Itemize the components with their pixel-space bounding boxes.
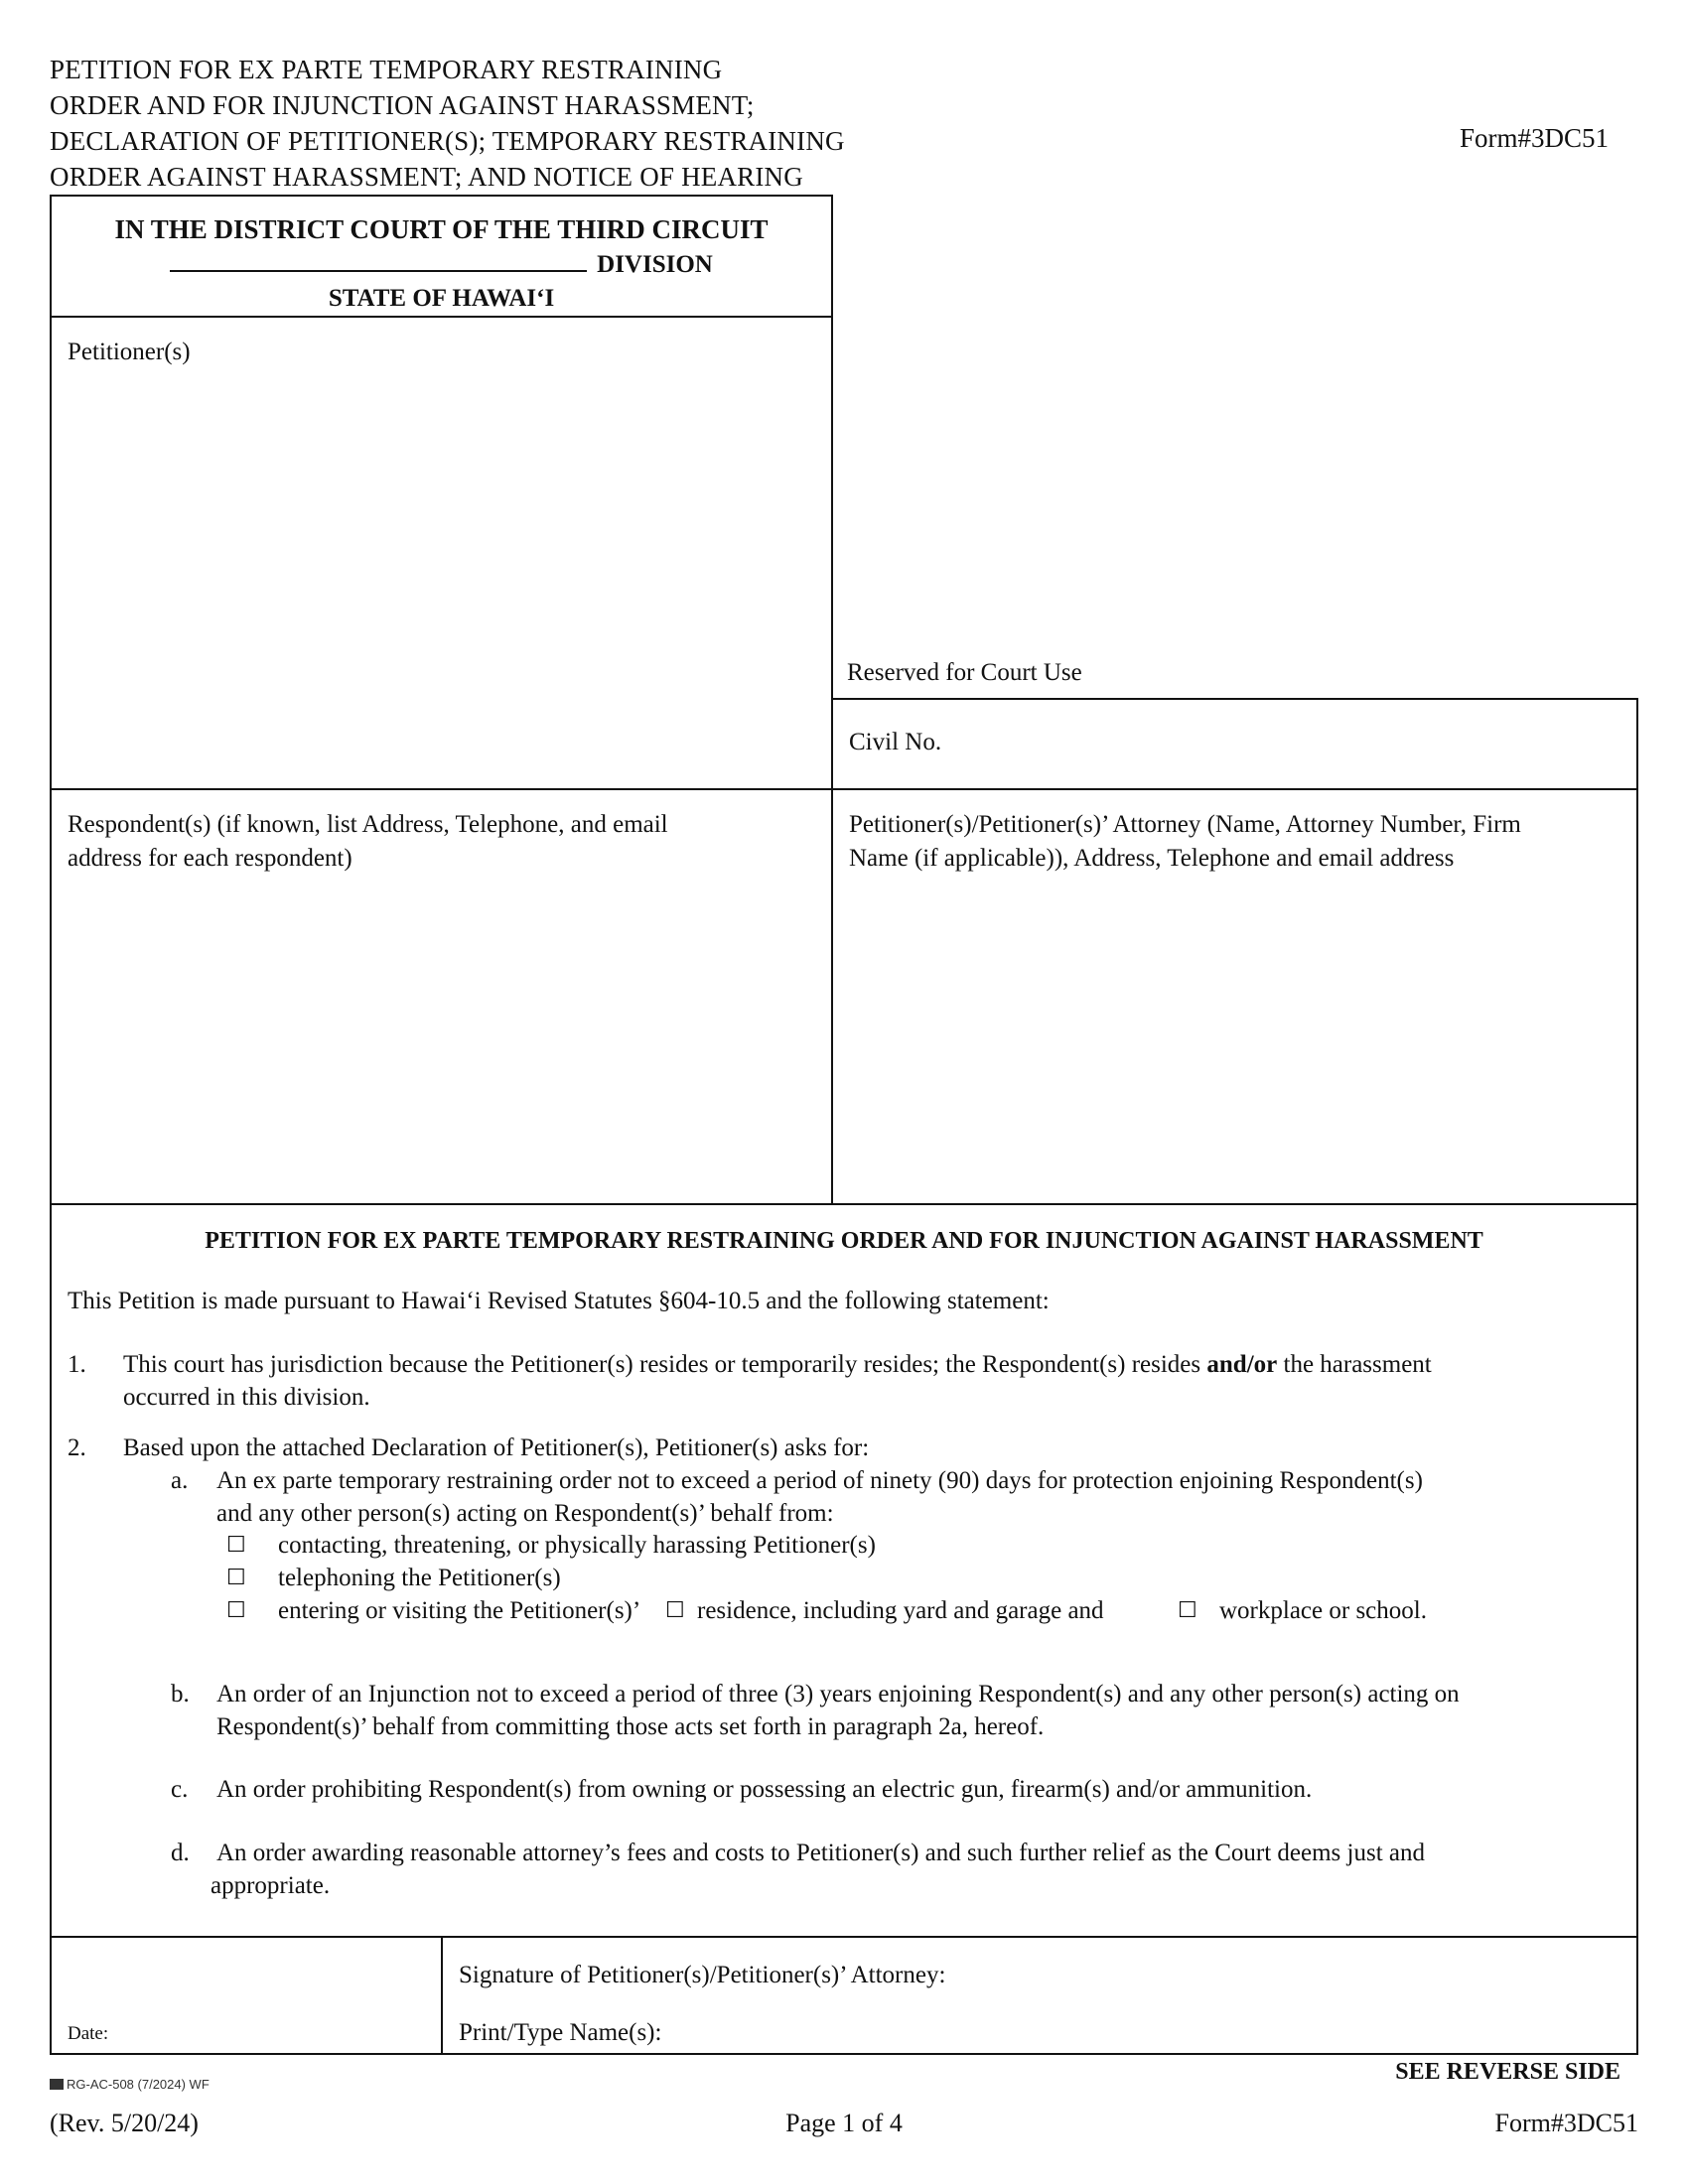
item1-bold: and/or — [1206, 1351, 1278, 1378]
respondent-box[interactable] — [50, 788, 833, 1205]
division-line — [52, 246, 831, 282]
item2a-line: An ex parte temporary restraining order not to exceed a period of ninety (90) days for protection enjoining Respondent(s) — [216, 1467, 1423, 1494]
civil-number-box[interactable] — [831, 698, 1638, 790]
option-entering: entering or visiting the Petitioner(s)’ — [278, 1597, 641, 1624]
item2a-text — [216, 1464, 1527, 1530]
title-line: ORDER AND FOR INJUNCTION AGAINST HARASSMENT; — [50, 90, 755, 120]
attorney-label-line: Petitioner(s)/Petitioner(s)’ Attorney (Name, Attorney Number, Firm — [849, 811, 1521, 838]
item-number: 1. — [68, 1351, 86, 1378]
item2a-letter: a. — [171, 1467, 189, 1494]
title-line: ORDER AGAINST HARASSMENT; AND NOTICE OF HEARING — [50, 162, 803, 192]
date-box[interactable] — [50, 1936, 443, 2055]
item-number: 2. — [68, 1434, 86, 1461]
petitioner-label: Petitioner(s) — [68, 339, 191, 365]
reserved-label: Reserved for Court Use — [847, 659, 1082, 686]
civil-label: Civil No. — [849, 729, 942, 755]
option-workplace: workplace or school. — [1219, 1597, 1427, 1624]
option-residence: residence, including yard and garage and — [697, 1597, 1104, 1624]
respondent-label-line: Respondent(s) (if known, list Address, Telephone, and email — [68, 811, 668, 838]
checkbox-entering[interactable]: ☐ — [226, 1598, 246, 1623]
date-label: Date: — [68, 2023, 109, 2044]
item2-text: Based upon the attached Declaration of Petitioner(s), Petitioner(s) asks for: — [123, 1434, 870, 1461]
item1-text-c: occurred in this division. — [123, 1384, 370, 1411]
petition-section — [50, 1203, 1638, 1938]
item2b-letter: b. — [171, 1681, 190, 1707]
form-number-top: Form#3DC51 — [1459, 123, 1609, 153]
revision-date: (Rev. 5/20/24) — [50, 2109, 199, 2137]
attorney-label-line: Name (if applicable)), Address, Telephone and email address — [849, 845, 1455, 872]
item2d-text — [211, 1837, 1527, 1902]
petition-heading: PETITION FOR EX PARTE TEMPORARY RESTRAINING ORDER AND FOR INJUNCTION AGAINST HARASSMENT — [205, 1228, 1483, 1254]
item2b-line: An order of an Injunction not to exceed a period of three (3) years enjoining Respondent(s) and any other person(s) acting on — [216, 1681, 1460, 1707]
see-reverse-side: SEE REVERSE SIDE — [1395, 2059, 1620, 2085]
item1-text-b: the harassment — [1283, 1351, 1432, 1378]
item2b-text — [216, 1678, 1527, 1743]
item1-text-a: This court has jurisdiction because the Petitioner(s) resides or temporarily resides; the Respondent(s) resides — [123, 1351, 1201, 1378]
item1-text — [123, 1348, 1587, 1414]
print-name-label: Print/Type Name(s): — [459, 2019, 662, 2046]
item2d-line: An order awarding reasonable attorney’s fees and costs to Petitioner(s) and such further relief as the Court deems just and — [216, 1840, 1425, 1866]
checkbox-telephoning[interactable]: ☐ — [226, 1566, 246, 1590]
item2d-line: appropriate. — [211, 1872, 331, 1899]
item2a-line: and any other person(s) acting on Respondent(s)’ behalf from: — [216, 1500, 834, 1527]
accessibility-icon — [50, 2079, 64, 2090]
item2c-text: An order prohibiting Respondent(s) from owning or possessing an electric gun, firearm(s) and/or ammunition. — [216, 1776, 1313, 1803]
petitioner-box[interactable] — [50, 316, 833, 790]
form-number-bottom: Form#3DC51 — [1494, 2109, 1638, 2137]
item2b-line: Respondent(s)’ behalf from committing those acts set forth in paragraph 2a, hereof. — [216, 1713, 1045, 1740]
signature-box[interactable] — [441, 1936, 1638, 2055]
checkbox-workplace[interactable]: ☐ — [1178, 1598, 1197, 1623]
checkbox-residence[interactable]: ☐ — [665, 1598, 685, 1623]
option-telephoning: telephoning the Petitioner(s) — [278, 1565, 561, 1591]
rg-code — [50, 2077, 210, 2092]
checkbox-contacting[interactable]: ☐ — [226, 1533, 246, 1558]
title-line: PETITION FOR EX PARTE TEMPORARY RESTRAINING — [50, 55, 723, 84]
page-number: Page 1 of 4 — [785, 2109, 903, 2137]
rg-code-text: RG-AC-508 (7/2024) WF — [67, 2077, 210, 2092]
division-blank[interactable] — [170, 246, 587, 272]
item2d-letter: d. — [171, 1840, 190, 1866]
item2c-letter: c. — [171, 1776, 189, 1803]
attorney-box[interactable] — [831, 788, 1638, 1205]
option-contacting: contacting, threatening, or physically harassing Petitioner(s) — [278, 1532, 876, 1559]
form-title — [50, 52, 845, 195]
division-label: DIVISION — [597, 251, 713, 278]
attorney-label — [849, 808, 1521, 876]
respondent-label — [68, 808, 668, 876]
signature-label: Signature of Petitioner(s)/Petitioner(s)’ Attorney: — [459, 1962, 946, 1988]
court-caption — [50, 195, 833, 318]
title-line: DECLARATION OF PETITIONER(S); TEMPORARY RESTRAINING — [50, 126, 845, 156]
court-name: IN THE DISTRICT COURT OF THE THIRD CIRCUIT — [114, 214, 769, 244]
state-name: STATE OF HAWAI‘I — [328, 285, 555, 312]
respondent-label-line: address for each respondent) — [68, 845, 352, 872]
petition-intro: This Petition is made pursuant to Hawai‘i Revised Statutes §604-10.5 and the following statement: — [68, 1288, 1050, 1314]
